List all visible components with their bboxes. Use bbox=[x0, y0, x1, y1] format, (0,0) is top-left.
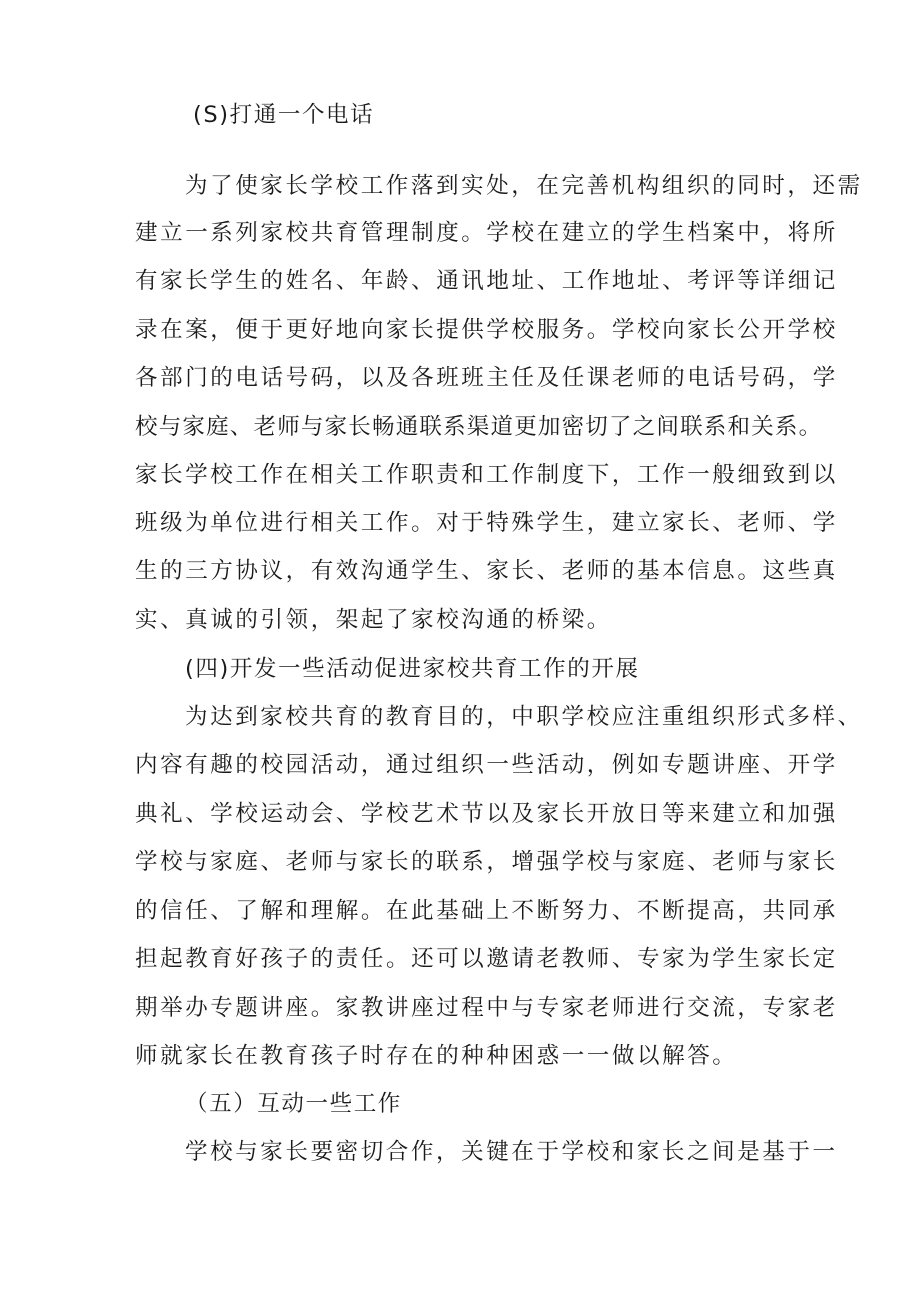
paragraph-1-line-3: 有家长学生的姓名、年龄、通讯地址、工作地址、考评等详细记 bbox=[135, 268, 838, 294]
section-heading-s: (S)打通一个电话 bbox=[193, 102, 375, 128]
paragraph-2-line-7: 期举办专题讲座。家教讲座过程中与专家老师进行交流，专家老 bbox=[135, 995, 838, 1021]
paragraph-2-line-4: 学校与家庭、老师与家长的联系，增强学校与家庭、老师与家长 bbox=[135, 849, 838, 875]
paragraph-1-line-4: 录在案，便于更好地向家长提供学校服务。学校向家长公开学校 bbox=[135, 317, 838, 343]
paragraph-2-line-2: 内容有趣的校园活动，通过组织一些活动，例如专题讲座、开学 bbox=[135, 752, 838, 778]
paragraph-3-line-1: 学校与家长要密切合作，关键在于学校和家长之间是基于一 bbox=[185, 1139, 838, 1165]
paragraph-1-line-5: 各部门的电话号码，以及各班班主任及任课老师的电话号码，学 bbox=[135, 365, 838, 391]
paragraph-1-line-2: 建立一系列家校共育管理制度。学校在建立的学生档案中，将所 bbox=[135, 220, 838, 246]
paragraph-1-line-10: 实、真诚的引领，架起了家校沟通的桥梁。 bbox=[135, 607, 612, 633]
paragraph-2-line-1: 为达到家校共育的教育目的，中职学校应注重组织形式多样、 bbox=[185, 704, 863, 730]
paragraph-1-line-6: 校与家庭、老师与家长畅通联系渠道更加密切了之间联系和关系。 bbox=[135, 414, 823, 440]
paragraph-2-line-6: 担起教育好孩子的责任。还可以邀请老教师、专家为学生家长定 bbox=[135, 946, 838, 972]
section-heading-4: (四)开发一些活动促进家校共育工作的开展 bbox=[185, 656, 640, 682]
paragraph-2-line-8: 师就家长在教育孩子时存在的种种困惑一一做以解答。 bbox=[135, 1043, 738, 1069]
paragraph-1-line-9: 生的三方协议，有效沟通学生、家长、老师的基本信息。这些真 bbox=[135, 558, 838, 584]
paragraph-1-line-1: 为了使家长学校工作落到实处，在完善机构组织的同时，还需 bbox=[185, 173, 863, 199]
paragraph-2-line-5: 的信任、了解和理解。在此基础上不断努力、不断提高，共同承 bbox=[135, 898, 838, 924]
paragraph-2-line-3: 典礼、学校运动会、学校艺术节以及家长开放日等来建立和加强 bbox=[135, 801, 838, 827]
paragraph-1-line-7: 家长学校工作在相关工作职责和工作制度下，工作一般细致到以 bbox=[135, 462, 838, 488]
section-heading-5: （五）互动一些工作 bbox=[185, 1091, 402, 1117]
paragraph-1-line-8: 班级为单位进行相关工作。对于特殊学生，建立家长、老师、学 bbox=[135, 510, 838, 536]
